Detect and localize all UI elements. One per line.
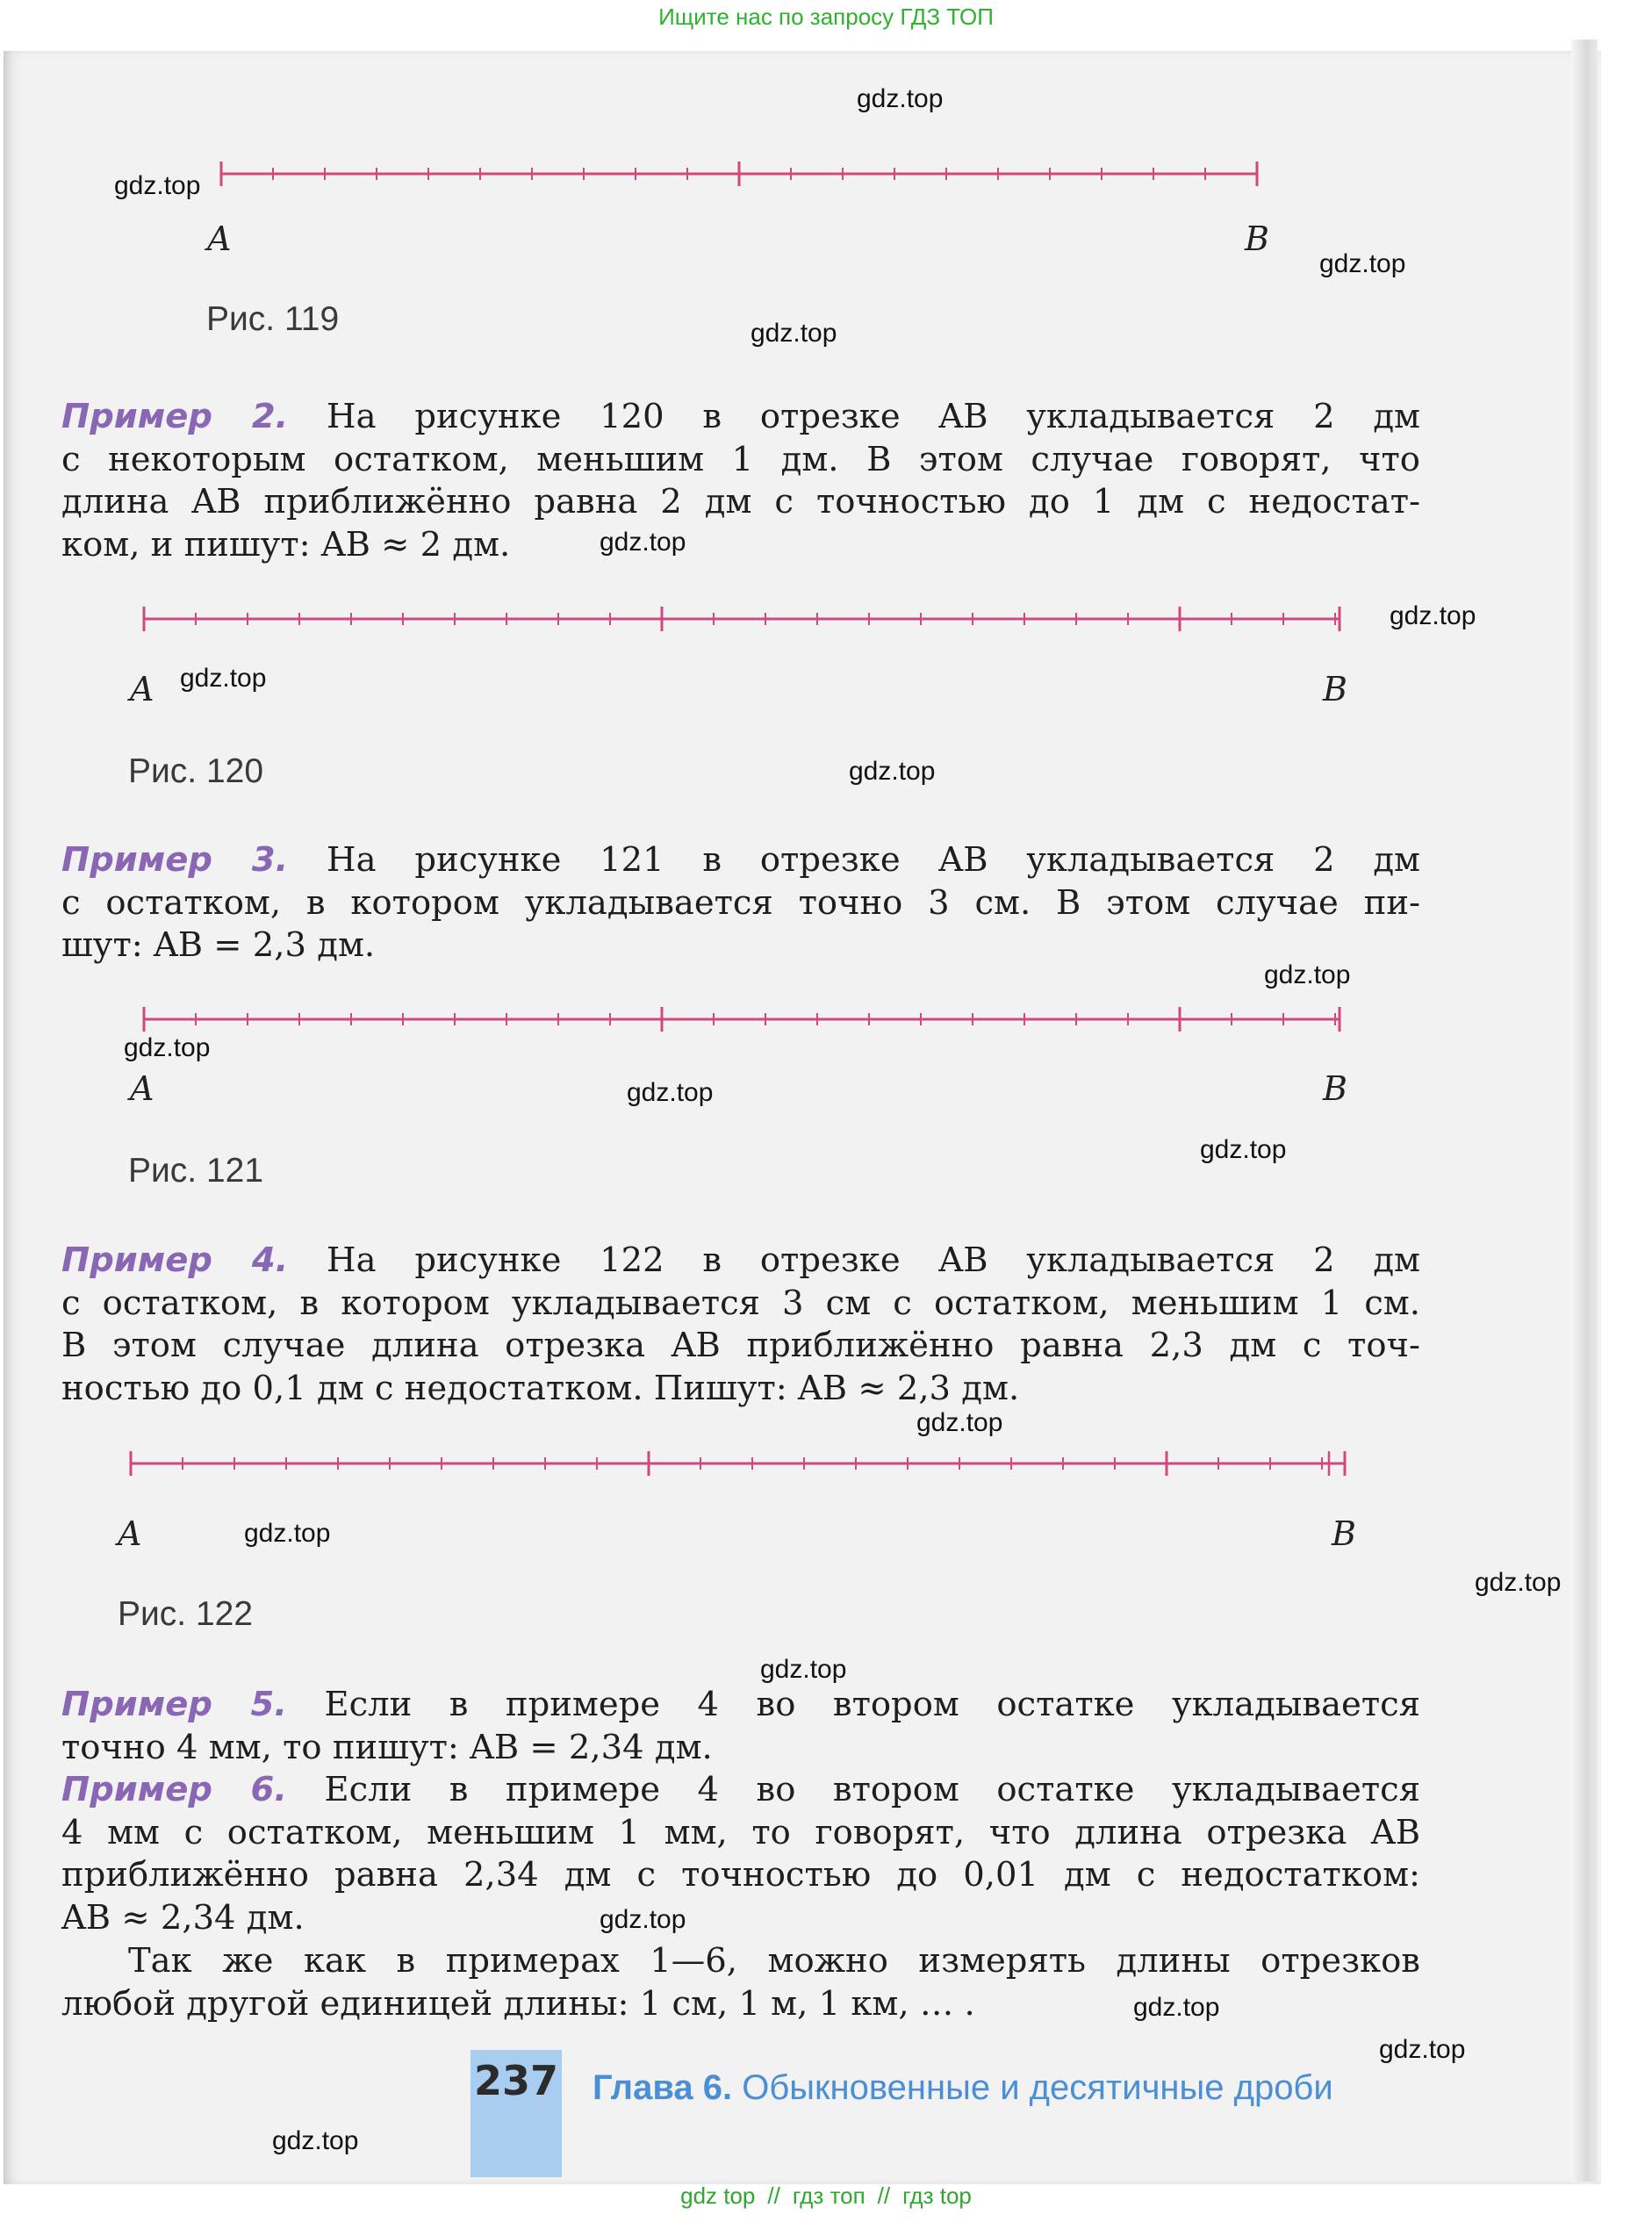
watermark: gdz.top <box>1264 960 1351 989</box>
example-text-line: 4 мм с остатком, меньшим 1 мм, то говорят, что длина отрезка AB <box>61 1812 1420 1852</box>
chapter-label: Глава 6. <box>593 2068 733 2107</box>
example-text-line: На рисунке 122 в отрезке AB укладывается 2 дм <box>327 1240 1420 1280</box>
example-text-line: шут: AB = 2,3 дм. <box>61 925 376 965</box>
watermark: gdz.top <box>600 1905 686 1934</box>
watermark: gdz.top <box>1319 249 1406 278</box>
example-text-line: точно 4 мм, то пишут: AB = 2,34 дм. <box>61 1727 713 1767</box>
example-paragraph <box>61 839 1420 967</box>
example-paragraph <box>61 396 1420 566</box>
watermark: gdz.top <box>1379 2035 1466 2064</box>
example-text-line: длина AB приближённо равна 2 дм с точностью до 1 дм с недостат- <box>61 482 1420 521</box>
figure-caption: Рис. 122 <box>118 1595 254 1633</box>
page-edge <box>1571 40 1598 2182</box>
example-text-line: с остатком, в котором укладывается 3 см с остатком, меньшим 1 см. <box>61 1283 1420 1323</box>
point-a-label: A <box>118 1514 142 1553</box>
watermark: gdz.top <box>1133 1993 1220 2022</box>
watermark: gdz.top <box>1200 1135 1287 1164</box>
point-b-label: B <box>1323 670 1347 708</box>
point-b-label: B <box>1323 1069 1347 1108</box>
watermark: gdz.top <box>751 319 837 348</box>
bottom-banner-link[interactable]: gdz top <box>680 2182 756 2209</box>
example-paragraph <box>61 1684 1420 1769</box>
bottom-banner-link[interactable]: гдз топ <box>792 2182 866 2209</box>
figure-caption: Рис. 120 <box>128 752 264 790</box>
bottom-banner[interactable] <box>0 2182 1652 2210</box>
example-label: Пример 6. <box>61 1770 287 1809</box>
watermark: gdz.top <box>600 528 686 557</box>
example-paragraph <box>61 1240 1420 1410</box>
watermark: gdz.top <box>272 2126 359 2155</box>
example-text-line: AB ≈ 2,34 дм. <box>61 1897 305 1938</box>
watermark: gdz.top <box>124 1033 211 1062</box>
example-text-line: ностью до 0,1 дм с недостатком. Пишут: AB ≈ 2,3 дм. <box>61 1368 1020 1408</box>
example-text-line: В этом случае длина отрезка AB приближённо равна 2,3 дм с точ- <box>61 1326 1420 1365</box>
example-text-line: На рисунке 121 в отрезке AB укладывается 2 дм <box>327 840 1420 880</box>
point-b-label: B <box>1332 1514 1356 1553</box>
point-a-label: A <box>130 670 154 708</box>
example-text-line: Если в примере 4 во втором остатке укладывается <box>324 1685 1420 1724</box>
example-text-line: с остатком, в котором укладывается точно 3 см. В этом случае пи- <box>61 882 1420 923</box>
watermark: gdz.top <box>1475 1568 1562 1597</box>
watermark: gdz.top <box>244 1519 331 1548</box>
example-label: Пример 4. <box>61 1240 289 1280</box>
example-paragraph <box>61 1769 1420 1939</box>
example-text-line: приближённо равна 2,34 дм с точностью до 0,01 дм с недостатком: <box>61 1855 1420 1895</box>
example-label: Пример 2. <box>61 397 289 436</box>
segment-ruler-122 <box>129 1448 1351 1483</box>
page-number: 237 <box>473 2057 559 2104</box>
closing-text-line: Так же как в примерах 1—6, можно измерять длины отрезков <box>128 1941 1420 1981</box>
segment-ruler-120 <box>142 603 1343 638</box>
example-text-line: ком, и пишут: AB ≈ 2 дм. <box>61 524 511 564</box>
segment-ruler-121 <box>142 1003 1343 1039</box>
page-number-box <box>470 2050 562 2177</box>
chapter-name: Обыкновенные и десятичные дроби <box>742 2068 1333 2107</box>
watermark: gdz.top <box>180 664 267 693</box>
figure-caption: Рис. 119 <box>206 300 340 338</box>
closing-text-line: любой другой единицей длины: 1 см, 1 м, 1 км, … . <box>61 1983 975 2024</box>
bottom-banner-separator: // <box>877 2182 891 2209</box>
watermark: gdz.top <box>916 1408 1003 1437</box>
top-banner[interactable]: Ищите нас по запросу ГДЗ ТОП <box>658 4 994 30</box>
point-a-label: A <box>130 1069 154 1108</box>
watermark: gdz.top <box>627 1078 714 1107</box>
example-label: Пример 3. <box>61 840 289 880</box>
figure-caption: Рис. 121 <box>128 1152 264 1190</box>
chapter-title <box>593 2068 1333 2108</box>
watermark: gdz.top <box>849 757 936 786</box>
bottom-banner-link[interactable]: гдз top <box>902 2182 972 2209</box>
watermark: gdz.top <box>114 171 201 200</box>
point-a-label: A <box>207 219 232 258</box>
example-text-line: Если в примере 4 во втором остатке укладывается <box>324 1770 1420 1809</box>
point-b-label: B <box>1245 219 1269 258</box>
bottom-banner-separator: // <box>767 2182 780 2209</box>
example-text-line: На рисунке 120 в отрезке AB укладывается 2 дм <box>327 397 1420 436</box>
watermark: gdz.top <box>760 1655 847 1684</box>
example-text-line: с некоторым остатком, меньшим 1 дм. В этом случае говорят, что <box>61 439 1420 479</box>
segment-ruler-119 <box>219 158 1264 193</box>
example-label: Пример 5. <box>61 1685 287 1724</box>
watermark: gdz.top <box>857 84 944 113</box>
watermark: gdz.top <box>1390 601 1476 630</box>
